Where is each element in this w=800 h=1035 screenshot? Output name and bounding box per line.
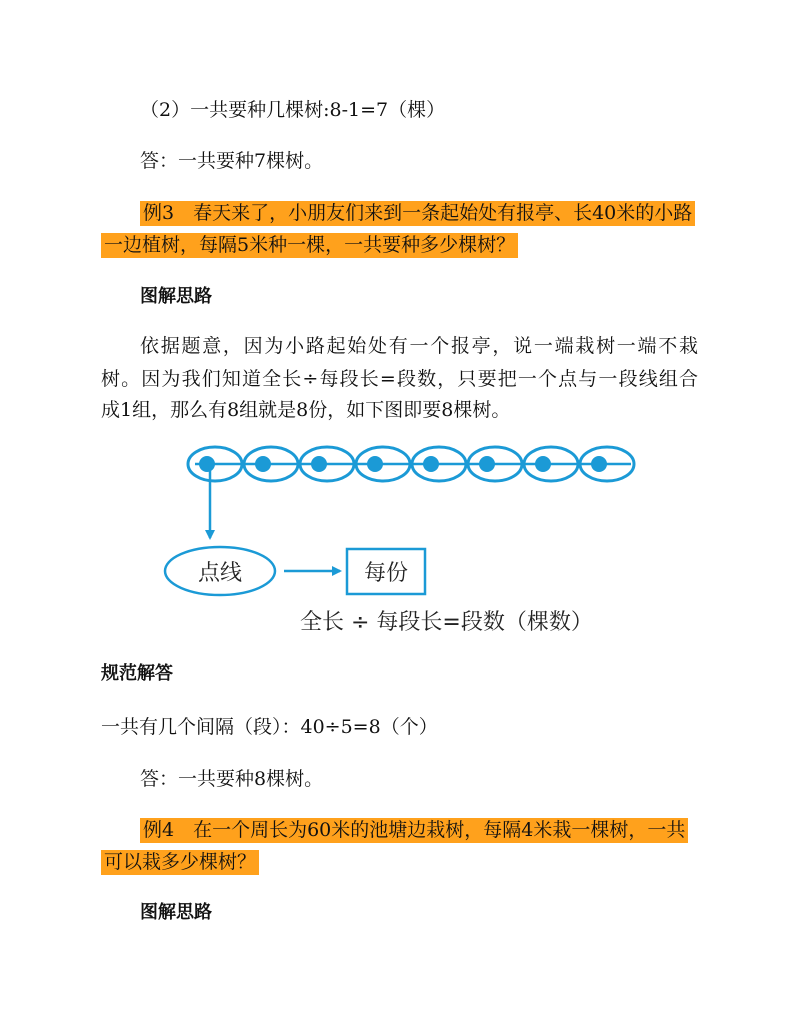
answer-2: 答：一共要种8棵树。	[140, 768, 324, 790]
tree-point-dot	[367, 456, 383, 472]
point-line-label: 点线	[197, 561, 243, 586]
example-4-highlight-1: 例4 在一个周长为60米的池塘边栽树，每隔4米栽一棵树，一共	[140, 818, 688, 843]
heading-diagram-thinking-1: 图解思路	[140, 286, 212, 307]
tree-point-dot	[199, 456, 215, 472]
example-4-highlight-2: 可以栽多少棵树？	[101, 850, 259, 875]
explanation-line-3: 成1组，那么有8组就是8份，如下图即要8棵树。	[101, 399, 511, 421]
example-4-line-2	[101, 849, 259, 875]
segment-chain	[188, 447, 634, 481]
example-3-highlight-2: 一边植树，每隔5米种一棵，一共要种多少棵树？	[101, 233, 518, 258]
formula-text: 全长 ÷ 每段长=段数（棵数）	[300, 610, 593, 635]
tree-point-dot	[423, 456, 439, 472]
tree-point-dot	[255, 456, 271, 472]
tree-point-dot	[479, 456, 495, 472]
answer-1: 答：一共要种7棵树。	[140, 150, 324, 172]
heading-diagram-thinking-2: 图解思路	[140, 902, 212, 923]
example-4-line-1	[140, 817, 688, 843]
tree-point-dot	[591, 456, 607, 472]
explanation-line-2: 树。因为我们知道全长÷每段长=段数，只要把一个点与一段线组合	[101, 368, 698, 390]
solution-step-2: （2）一共要种几棵树:8-1=7（棵）	[140, 99, 446, 121]
example-3-highlight-1: 例3 春天来了，小朋友们来到一条起始处有报亭、长40米的小路	[140, 201, 695, 226]
tree-point-dot	[311, 456, 327, 472]
heading-standard-solution: 规范解答	[101, 663, 173, 684]
tree-point-dot	[535, 456, 551, 472]
per-part-label: 每份	[363, 561, 409, 586]
solution-step: 一共有几个间隔（段）：40÷5=8（个）	[101, 716, 438, 738]
explanation-line-1: 依据题意，因为小路起始处有一个报亭，说一端栽树一端不栽	[140, 335, 698, 357]
